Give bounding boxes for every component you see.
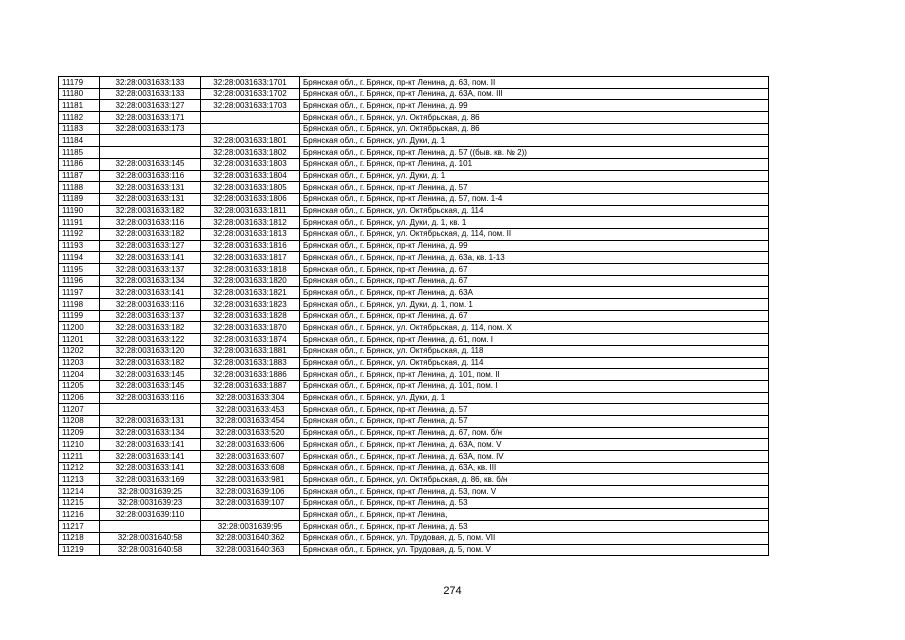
row-number-cell: 11200	[59, 322, 100, 334]
row-number-cell: 11192	[59, 228, 100, 240]
table-row	[59, 275, 769, 287]
parcel-number-cell: 32:28:0031633:141	[100, 287, 201, 299]
table-row	[59, 135, 769, 147]
table-row	[59, 404, 769, 416]
object-number-cell: 32:28:0031633:606	[201, 439, 300, 451]
address-cell: Брянская обл., г. Брянск, ул. Дуки, д. 1, кв. 1	[300, 217, 769, 229]
object-number-cell: 32:28:0031633:608	[201, 462, 300, 474]
object-number-cell: 32:28:0031633:1823	[201, 299, 300, 311]
object-number-cell: 32:28:0031633:1817	[201, 252, 300, 264]
row-number-cell: 11219	[59, 544, 100, 556]
parcel-number-cell: 32:28:0031633:127	[100, 100, 201, 112]
row-number-cell: 11215	[59, 497, 100, 509]
address-cell: Брянская обл., г. Брянск, пр-кт Ленина, д. 101	[300, 158, 769, 170]
table-row	[59, 474, 769, 486]
parcel-number-cell: 32:28:0031633:182	[100, 357, 201, 369]
table-row	[59, 240, 769, 252]
table-row	[59, 158, 769, 170]
address-cell: Брянская обл., г. Брянск, ул. Октябрьская, д. 86	[300, 123, 769, 135]
parcel-number-cell: 32:28:0031633:137	[100, 264, 201, 276]
address-cell: Брянская обл., г. Брянск, пр-кт Ленина, д. 67	[300, 310, 769, 322]
object-number-cell: 32:28:0031633:1701	[201, 77, 300, 89]
parcel-number-cell: 32:28:0031633:116	[100, 392, 201, 404]
table-row	[59, 427, 769, 439]
address-cell: Брянская обл., г. Брянск, пр-кт Ленина, д. 99	[300, 240, 769, 252]
parcel-number-cell: 32:28:0031639:23	[100, 497, 201, 509]
address-cell: Брянская обл., г. Брянск, пр-кт Ленина, д. 63а, кв. 1-13	[300, 252, 769, 264]
parcel-number-cell: 32:28:0031633:145	[100, 380, 201, 392]
table-row	[59, 544, 769, 556]
table-row	[59, 264, 769, 276]
table-row	[59, 509, 769, 521]
object-number-cell: 32:28:0031633:1870	[201, 322, 300, 334]
table-row	[59, 77, 769, 89]
object-number-cell: 32:28:0031633:453	[201, 404, 300, 416]
address-cell: Брянская обл., г. Брянск, ул. Октябрьская, д. 114	[300, 357, 769, 369]
address-cell: Брянская обл., г. Брянск, пр-кт Ленина, д. 57, пом. 1-4	[300, 193, 769, 205]
address-cell: Брянская обл., г. Брянск, пр-кт Ленина, д. 101, пом. II	[300, 369, 769, 381]
row-number-cell: 11179	[59, 77, 100, 89]
object-number-cell: 32:28:0031640:363	[201, 544, 300, 556]
object-number-cell	[201, 123, 300, 135]
object-number-cell: 32:28:0031639:95	[201, 521, 300, 533]
table-row	[59, 287, 769, 299]
parcel-number-cell: 32:28:0031633:141	[100, 451, 201, 463]
table-row	[59, 380, 769, 392]
table-row	[59, 486, 769, 498]
property-register-table	[58, 76, 769, 556]
row-number-cell: 11195	[59, 264, 100, 276]
object-number-cell: 32:28:0031633:1804	[201, 170, 300, 182]
parcel-number-cell	[100, 521, 201, 533]
object-number-cell: 32:28:0031633:1803	[201, 158, 300, 170]
row-number-cell: 11201	[59, 334, 100, 346]
address-cell: Брянская обл., г. Брянск, пр-кт Ленина, д. 63А, пом. V	[300, 439, 769, 451]
parcel-number-cell: 32:28:0031633:169	[100, 474, 201, 486]
table-row	[59, 170, 769, 182]
row-number-cell: 11190	[59, 205, 100, 217]
parcel-number-cell: 32:28:0031633:133	[100, 77, 201, 89]
address-cell: Брянская обл., г. Брянск, пр-кт Ленина, д. 63А, пом. IV	[300, 451, 769, 463]
row-number-cell: 11180	[59, 88, 100, 100]
object-number-cell: 32:28:0031633:1812	[201, 217, 300, 229]
row-number-cell: 11206	[59, 392, 100, 404]
table-row	[59, 310, 769, 322]
address-cell: Брянская обл., г. Брянск, пр-кт Ленина, д. 57 ((быв. кв. № 2))	[300, 147, 769, 159]
address-cell: Брянская обл., г. Брянск, пр-кт Ленина, д. 67	[300, 275, 769, 287]
row-number-cell: 11199	[59, 310, 100, 322]
object-number-cell: 32:28:0031633:1805	[201, 182, 300, 194]
row-number-cell: 11207	[59, 404, 100, 416]
row-number-cell: 11188	[59, 182, 100, 194]
object-number-cell: 32:28:0031633:1806	[201, 193, 300, 205]
address-cell: Брянская обл., г. Брянск, пр-кт Ленина, д. 63, пом. II	[300, 77, 769, 89]
object-number-cell: 32:28:0031633:1821	[201, 287, 300, 299]
parcel-number-cell: 32:28:0031633:141	[100, 439, 201, 451]
parcel-number-cell: 32:28:0031633:171	[100, 112, 201, 124]
parcel-number-cell: 32:28:0031633:122	[100, 334, 201, 346]
address-cell: Брянская обл., г. Брянск, пр-кт Ленина,	[300, 509, 769, 521]
address-cell: Брянская обл., г. Брянск, пр-кт Ленина, д. 53, пом. V	[300, 486, 769, 498]
row-number-cell: 11183	[59, 123, 100, 135]
object-number-cell: 32:28:0031639:106	[201, 486, 300, 498]
address-cell: Брянская обл., г. Брянск, пр-кт Ленина, д. 53	[300, 521, 769, 533]
table-row	[59, 205, 769, 217]
object-number-cell: 32:28:0031633:607	[201, 451, 300, 463]
parcel-number-cell	[100, 147, 201, 159]
object-number-cell: 32:28:0031633:1881	[201, 345, 300, 357]
parcel-number-cell: 32:28:0031633:141	[100, 252, 201, 264]
object-number-cell: 32:28:0031633:1887	[201, 380, 300, 392]
parcel-number-cell: 32:28:0031633:116	[100, 299, 201, 311]
parcel-number-cell: 32:28:0031633:134	[100, 427, 201, 439]
object-number-cell: 32:28:0031633:304	[201, 392, 300, 404]
parcel-number-cell: 32:28:0031633:173	[100, 123, 201, 135]
object-number-cell: 32:28:0031633:1818	[201, 264, 300, 276]
row-number-cell: 11202	[59, 345, 100, 357]
address-cell: Брянская обл., г. Брянск, пр-кт Ленина, д. 57	[300, 404, 769, 416]
parcel-number-cell: 32:28:0031633:141	[100, 462, 201, 474]
table-row	[59, 369, 769, 381]
table-row	[59, 100, 769, 112]
parcel-number-cell: 32:28:0031633:137	[100, 310, 201, 322]
object-number-cell: 32:28:0031633:520	[201, 427, 300, 439]
row-number-cell: 11213	[59, 474, 100, 486]
address-cell: Брянская обл., г. Брянск, пр-кт Ленина, д. 57	[300, 182, 769, 194]
row-number-cell: 11212	[59, 462, 100, 474]
row-number-cell: 11205	[59, 380, 100, 392]
parcel-number-cell: 32:28:0031633:116	[100, 217, 201, 229]
address-cell: Брянская обл., г. Брянск, пр-кт Ленина, д. 63А, пом. III	[300, 88, 769, 100]
page-number: 274	[443, 585, 462, 597]
address-cell: Брянская обл., г. Брянск, ул. Трудовая, д. 5, пом. VII	[300, 532, 769, 544]
row-number-cell: 11185	[59, 147, 100, 159]
table-row	[59, 322, 769, 334]
object-number-cell: 32:28:0031633:1802	[201, 147, 300, 159]
table-row	[59, 334, 769, 346]
table-row	[59, 451, 769, 463]
table-row	[59, 217, 769, 229]
object-number-cell: 32:28:0031640:362	[201, 532, 300, 544]
address-cell: Брянская обл., г. Брянск, ул. Октябрьская, д. 86	[300, 112, 769, 124]
parcel-number-cell: 32:28:0031633:182	[100, 205, 201, 217]
row-number-cell: 11197	[59, 287, 100, 299]
address-cell: Брянская обл., г. Брянск, пр-кт Ленина, д. 67, пом. б/н	[300, 427, 769, 439]
row-number-cell: 11209	[59, 427, 100, 439]
address-cell: Брянская обл., г. Брянск, ул. Октябрьская, д. 118	[300, 345, 769, 357]
row-number-cell: 11216	[59, 509, 100, 521]
object-number-cell: 32:28:0031633:1703	[201, 100, 300, 112]
table-row	[59, 345, 769, 357]
row-number-cell: 11208	[59, 415, 100, 427]
row-number-cell: 11184	[59, 135, 100, 147]
address-cell: Брянская обл., г. Брянск, ул. Дуки, д. 1	[300, 170, 769, 182]
row-number-cell: 11187	[59, 170, 100, 182]
address-cell: Брянская обл., г. Брянск, ул. Трудовая, д. 5, пом. V	[300, 544, 769, 556]
table-row	[59, 228, 769, 240]
row-number-cell: 11182	[59, 112, 100, 124]
address-cell: Брянская обл., г. Брянск, ул. Октябрьская, д. 114, пом. X	[300, 322, 769, 334]
object-number-cell: 32:28:0031633:454	[201, 415, 300, 427]
object-number-cell: 32:28:0031633:1813	[201, 228, 300, 240]
object-number-cell: 32:28:0031639:107	[201, 497, 300, 509]
table-row	[59, 299, 769, 311]
parcel-number-cell: 32:28:0031639:110	[100, 509, 201, 521]
address-cell: Брянская обл., г. Брянск, пр-кт Ленина, д. 61, пом. I	[300, 334, 769, 346]
parcel-number-cell: 32:28:0031633:182	[100, 322, 201, 334]
row-number-cell: 11204	[59, 369, 100, 381]
table-row	[59, 532, 769, 544]
object-number-cell	[201, 509, 300, 521]
object-number-cell	[201, 112, 300, 124]
table-row	[59, 392, 769, 404]
row-number-cell: 11203	[59, 357, 100, 369]
object-number-cell: 32:28:0031633:1801	[201, 135, 300, 147]
object-number-cell: 32:28:0031633:1820	[201, 275, 300, 287]
address-cell: Брянская обл., г. Брянск, ул. Октябрьская, д. 114, пом. II	[300, 228, 769, 240]
row-number-cell: 11186	[59, 158, 100, 170]
table-row	[59, 462, 769, 474]
address-cell: Брянская обл., г. Брянск, пр-кт Ленина, д. 99	[300, 100, 769, 112]
table-row	[59, 252, 769, 264]
object-number-cell: 32:28:0031633:1883	[201, 357, 300, 369]
object-number-cell: 32:28:0031633:1811	[201, 205, 300, 217]
table-row	[59, 439, 769, 451]
table-row	[59, 112, 769, 124]
row-number-cell: 11191	[59, 217, 100, 229]
row-number-cell: 11217	[59, 521, 100, 533]
address-cell: Брянская обл., г. Брянск, пр-кт Ленина, д. 57	[300, 415, 769, 427]
table-row	[59, 182, 769, 194]
row-number-cell: 11189	[59, 193, 100, 205]
parcel-number-cell	[100, 135, 201, 147]
row-number-cell: 11194	[59, 252, 100, 264]
table-body	[59, 77, 769, 556]
parcel-number-cell: 32:28:0031633:133	[100, 88, 201, 100]
parcel-number-cell: 32:28:0031633:145	[100, 369, 201, 381]
object-number-cell: 32:28:0031633:1816	[201, 240, 300, 252]
address-cell: Брянская обл., г. Брянск, ул. Октябрьская, д. 114	[300, 205, 769, 217]
object-number-cell: 32:28:0031633:1874	[201, 334, 300, 346]
parcel-number-cell: 32:28:0031640:58	[100, 532, 201, 544]
table-row	[59, 123, 769, 135]
row-number-cell: 11181	[59, 100, 100, 112]
row-number-cell: 11211	[59, 451, 100, 463]
row-number-cell: 11196	[59, 275, 100, 287]
parcel-number-cell: 32:28:0031640:58	[100, 544, 201, 556]
address-cell: Брянская обл., г. Брянск, пр-кт Ленина, д. 63А, кв. III	[300, 462, 769, 474]
address-cell: Брянская обл., г. Брянск, ул. Дуки, д. 1, пом. 1	[300, 299, 769, 311]
table-row	[59, 88, 769, 100]
parcel-number-cell: 32:28:0031633:131	[100, 193, 201, 205]
parcel-number-cell: 32:28:0031633:127	[100, 240, 201, 252]
table-row	[59, 415, 769, 427]
parcel-number-cell: 32:28:0031639:25	[100, 486, 201, 498]
address-cell: Брянская обл., г. Брянск, пр-кт Ленина, д. 53	[300, 497, 769, 509]
object-number-cell: 32:28:0031633:1886	[201, 369, 300, 381]
address-cell: Брянская обл., г. Брянск, пр-кт Ленина, д. 67	[300, 264, 769, 276]
table-row	[59, 497, 769, 509]
table-row	[59, 147, 769, 159]
parcel-number-cell: 32:28:0031633:120	[100, 345, 201, 357]
table-row	[59, 193, 769, 205]
row-number-cell: 11210	[59, 439, 100, 451]
row-number-cell: 11198	[59, 299, 100, 311]
parcel-number-cell: 32:28:0031633:182	[100, 228, 201, 240]
address-cell: Брянская обл., г. Брянск, пр-кт Ленина, д. 63А	[300, 287, 769, 299]
row-number-cell: 11218	[59, 532, 100, 544]
table-row	[59, 357, 769, 369]
object-number-cell: 32:28:0031633:1702	[201, 88, 300, 100]
row-number-cell: 11214	[59, 486, 100, 498]
address-cell: Брянская обл., г. Брянск, ул. Октябрьская, д. 86, кв. б/н	[300, 474, 769, 486]
address-cell: Брянская обл., г. Брянск, ул. Дуки, д. 1	[300, 135, 769, 147]
parcel-number-cell: 32:28:0031633:131	[100, 415, 201, 427]
parcel-number-cell: 32:28:0031633:116	[100, 170, 201, 182]
parcel-number-cell: 32:28:0031633:134	[100, 275, 201, 287]
row-number-cell: 11193	[59, 240, 100, 252]
table-row	[59, 521, 769, 533]
address-cell: Брянская обл., г. Брянск, пр-кт Ленина, д. 101, пом. I	[300, 380, 769, 392]
parcel-number-cell: 32:28:0031633:131	[100, 182, 201, 194]
address-cell: Брянская обл., г. Брянск, ул. Дуки, д. 1	[300, 392, 769, 404]
object-number-cell: 32:28:0031633:1828	[201, 310, 300, 322]
parcel-number-cell	[100, 404, 201, 416]
parcel-number-cell: 32:28:0031633:145	[100, 158, 201, 170]
object-number-cell: 32:28:0031633:981	[201, 474, 300, 486]
